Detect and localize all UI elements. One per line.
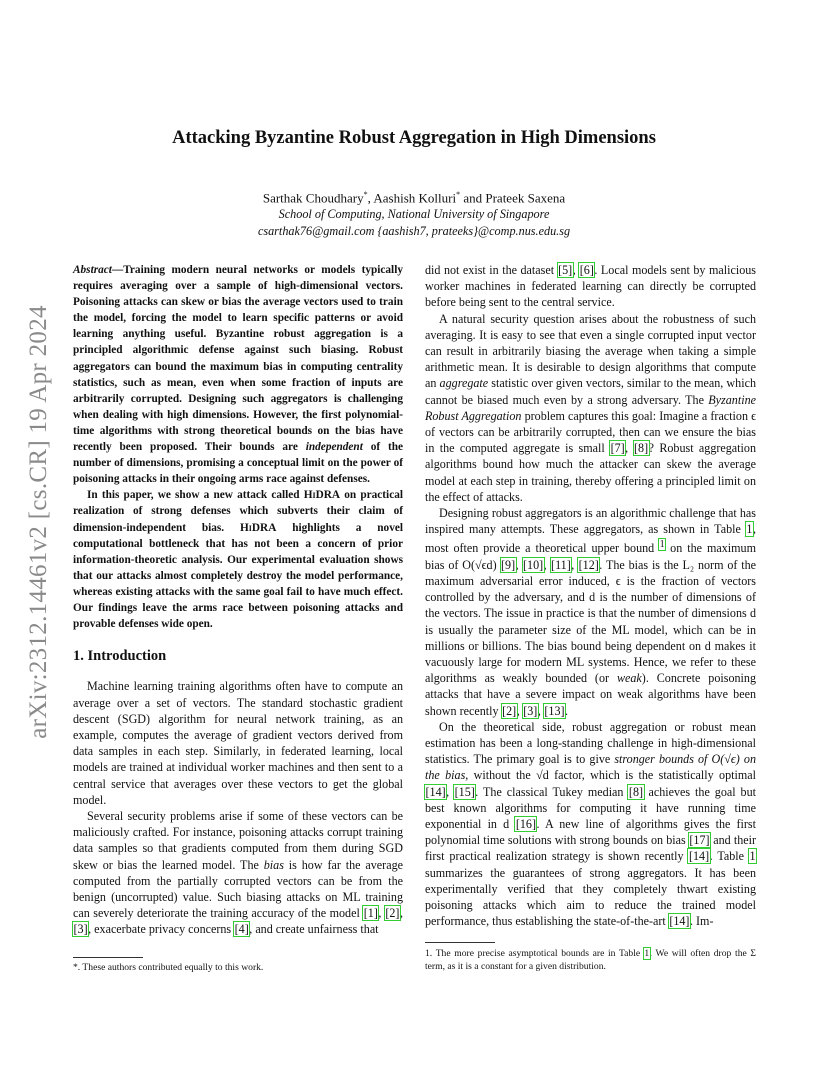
author-emails: csarthak76@gmail.com {aashish7, prateeks}@comp.nus.edu.sg bbox=[257, 224, 571, 239]
left-column bbox=[73, 262, 403, 938]
citation-link[interactable]: [14] bbox=[688, 849, 710, 864]
arxiv-identifier bbox=[24, 287, 54, 757]
citation-link[interactable]: [7] bbox=[610, 441, 625, 456]
table-link[interactable]: 1 bbox=[746, 522, 753, 537]
abstract-paragraph-1: Abstract—Training modern neural networks or models typically requires averaging over a sample of high-dimensional vectors. Poisoning attacks can skew or bias the average vectors used to train the model, forcing the model to learn specific patterns or avoid learning anything useful. Byzantine robust aggregation is a principled algorithmic defense against such biasing. Robust aggregators can bound the maximum bias in computing centrality statistics, such as mean, even when some fraction of inputs are arbitrarily corrupted. Designing such aggregators is challenging when dealing with high dimensions. However, the first polynomial-time algorithms with strong theoretical bounds on the bias have recently been proposed. Their bounds are independent of the number of dimensions, promising a conceptual limit on the power of poisoning attacks in their ongoing arms race against defenses. bbox=[73, 264, 404, 486]
equal-contribution-mark: * bbox=[363, 190, 368, 199]
paragraph-continuation: did not exist in the dataset [5], [6]. Local models sent by malicious worker machines in federated learning can directly be corrupted before being sent to the central service. bbox=[425, 263, 757, 310]
abstract-label: Abstract bbox=[73, 264, 112, 276]
author-3: Prateek Saxena bbox=[485, 190, 566, 206]
citation-link[interactable]: [17] bbox=[689, 833, 710, 848]
intro-paragraph-1: Machine learning training algorithms often have to compute an average over a set of vectors. The standard stochastic gradient descent (SGD) algorithm for neural network training, as an example, computes the average of gradient vectors derived from data samples in each step. Similarly, in federated learning, local models are trained at individual worker machines and then sent to a central service that averages over these vectors to get the global model. bbox=[73, 679, 403, 807]
citation-link[interactable]: [2] bbox=[502, 703, 517, 718]
footnote-equal-contribution: *. These authors contributed equally to this work. bbox=[73, 962, 264, 973]
citation-link[interactable]: [10] bbox=[523, 557, 544, 572]
citation-link[interactable]: [3] bbox=[523, 703, 538, 718]
equal-contribution-mark: * bbox=[456, 190, 461, 199]
attack-name: HiDRA bbox=[239, 521, 277, 534]
citation-link[interactable]: [5] bbox=[558, 263, 573, 277]
citation-link[interactable]: [11] bbox=[551, 557, 571, 572]
citation-link[interactable]: [4] bbox=[234, 922, 249, 937]
citation-link[interactable]: [13] bbox=[544, 703, 565, 718]
author-2: Aashish Kolluri bbox=[373, 190, 457, 206]
citation-link[interactable]: [14] bbox=[669, 914, 690, 929]
citation-link[interactable]: [1] bbox=[363, 906, 378, 921]
citation-link[interactable]: [15] bbox=[454, 784, 475, 799]
paragraph-theory: On the theoretical side, robust aggregation or robust mean estimation has been a long-standing challenge in high-dimensional statistics. The primary goal is to give stronger bounds of O(√ϵ) on the bias, without the √d factor, which is the statistically optimal [14], [15]. The classical Tukey median [8] achieves the goal but best known algorithms for computing it have running time exponential in d [16]. A new line of algorithms gives the first polynomial time solutions with strong bounds on bias [17] and their first practical realization strategy is shown recently [14]. Table 1 summarizes the guarantees of strong aggregators. It has been experimentally verified that they completely thwart existing poisoning attacks which aim to reduce the trained model performance, thus establishing the state-of-the-art [14]. Im- bbox=[425, 719, 757, 929]
citation-link[interactable]: [16] bbox=[515, 816, 536, 831]
author-1: Sarthak Choudhary bbox=[262, 190, 364, 206]
footnote-rule bbox=[425, 942, 495, 943]
section-heading-introduction: 1. Introduction bbox=[73, 648, 167, 665]
citation-link[interactable]: [3] bbox=[73, 922, 88, 937]
paragraph-aggregators: Designing robust aggregators is an algorithmic challenge that has inspired many attempts. These aggregators, as shown in Table 1, most often provide a theoretical upper bound $^1$ on the maximum bias of O(√ϵd) [9], [10], [11], [12]. The bias is the L₂ norm of the maximum adversarial error induced, ϵ is the fraction of vectors controlled by the adversary, and d is the number of dimensions of the vectors. The issue in practice is that the number of dimensions d is usually the parameter size of the ML model, which can be in millions or billions. The bias bound being dependent on d makes it vacuously large for modern ML systems. Hence, we refer to these algorithms as weakly bounded (or weak). Concrete poisoning attacks that have a severe impact on weak algorithms have been shown recently [2], [3], [13]. bbox=[425, 506, 757, 718]
arxiv-identifier-text: arXiv:2312.14461v2 [cs.CR] 19 Apr 2024 bbox=[25, 305, 52, 739]
citation-link[interactable]: [8] bbox=[628, 784, 644, 799]
citation-link[interactable]: [2] bbox=[385, 906, 400, 921]
abstract-paragraph-2: In this paper, we show a new attack called HiDRA on practical realization of strong defenses which subverts their claim of dimension-independent bias. HiDRA highlights a novel computational bottleneck that has not been a concern of prior information-theoretic analysis. Our experimental evaluation shows that our attacks almost completely destroy the model performance, whereas existing attacks with the same goal fail to have much effect. Our findings leave the arms race between poisoning attacks and provable defenses wide open. bbox=[73, 489, 404, 631]
footnote-link[interactable]: 1 bbox=[659, 539, 665, 551]
right-column bbox=[425, 262, 756, 929]
citation-link[interactable]: [8] bbox=[634, 441, 649, 456]
table-link[interactable]: 1 bbox=[749, 849, 756, 864]
citation-link[interactable]: [14] bbox=[425, 784, 446, 799]
footnote-rule bbox=[73, 957, 143, 958]
author-names: Sarthak Choudhary*, Aashish Kolluri* and Prateek Saxena bbox=[262, 190, 566, 206]
affiliation: School of Computing, National University of Singapore bbox=[278, 207, 550, 222]
abstract bbox=[73, 262, 403, 632]
citation-link[interactable]: [12] bbox=[578, 557, 599, 572]
table-link[interactable]: 1 bbox=[644, 948, 650, 959]
citation-link[interactable]: [6] bbox=[579, 263, 594, 277]
intro-paragraph-2: Several security problems arise if some of these vectors can be maliciously crafted. For instance, poisoning attacks corrupt training data samples so that gradients computed from them during SGD skew or bias the learned model. The bias is how far the average computed from the partially corrupted vectors can be from the benign (uncorrupted) value. Such biasing attacks on ML training can severely deteriorate the training accuracy of the model [1], [2], [3], exacerbate privacy concerns [4], and create unfairness that bbox=[73, 808, 403, 937]
attack-name: HiDRA bbox=[303, 489, 341, 502]
paragraph-robustness: A natural security question arises about the robustness of such averaging. It is easy to see that even a single corrupted input vector can result in arbitrarily biasing the average when taking a simple arithmetic mean. It is desirable to design algorithms that compute an aggregate statistic over given vectors, similar to the mean, which cannot be biased much even by a strong adversary. The Byzantine Robust Aggregation problem captures this goal: Imagine a fraction ϵ of vectors can be arbitrarily corrupted, then can we ensure the bias in the computed aggregate is small [7], [8]? Robust aggregation algorithms bound how much the attacker can skew the average model at each step in training, thereby offering a principled limit on the effect of attacks. bbox=[425, 311, 756, 504]
author-block bbox=[100, 186, 728, 240]
paper-title: Attacking Byzantine Robust Aggregation in High Dimensions bbox=[172, 128, 656, 148]
citation-link[interactable]: [9] bbox=[501, 557, 516, 572]
footnote-1: 1. The more precise asymptotical bounds are in Table 1. We will often drop the Σ term, as it is a constant for a given distribution. bbox=[425, 948, 757, 972]
